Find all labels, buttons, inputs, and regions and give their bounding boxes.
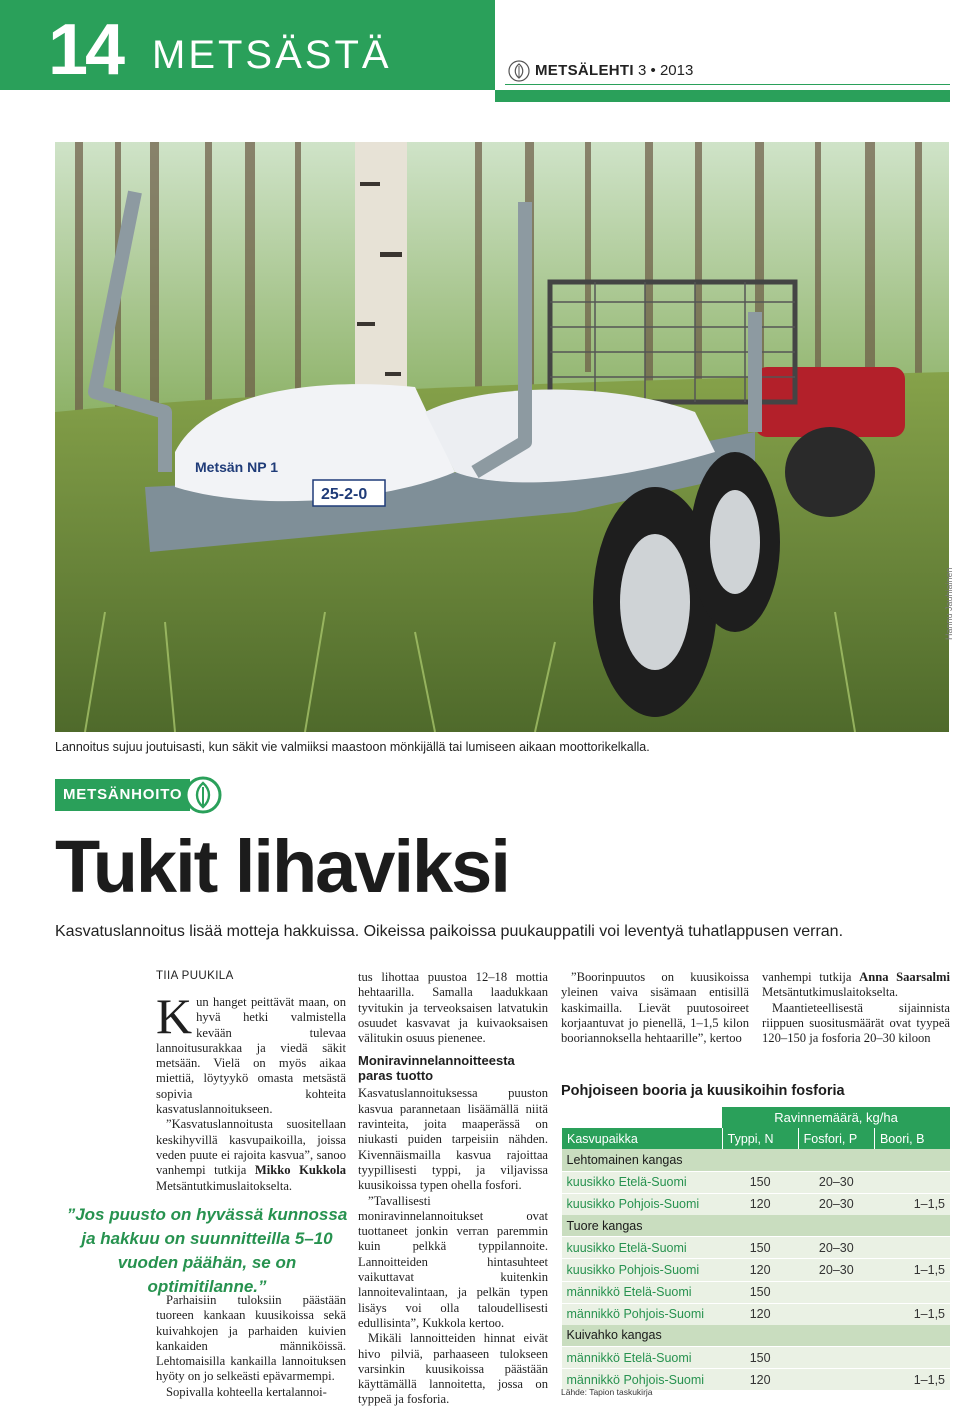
bag-code: 25-2-0	[321, 486, 368, 503]
paragraph-11: Maantieteellisestä sijainnista riippuen suositusmäärät ovat tyypeä 120–150 ja fosforia 20–30 kiloon	[762, 1000, 950, 1046]
paragraph-6: Kasvatuslannoituksessa puuston kasvua parannetaan lisäämällä niitä ravinteita, joita maaperässä on niukasti puiden tarpeisiin nähden. Kivennäismailla kasvua rajoittaa tyypillisesti typpi, ja viljavissa kuusikoissa typen ohella fosfori.	[358, 1086, 548, 1193]
table-cell-value	[798, 1347, 874, 1369]
body-column-1-lower	[156, 1293, 346, 1400]
paragraph-3: Parhaisiin tuloksiin päästään tuoreen kankaan kuusikoissa sekä kuivahkojen ja parhaiden kuivien kankaiden männiköissä. Lehtomaisilla kankailla lannoituksen hyöty on jo selkeästi epävarmempi.	[156, 1293, 346, 1384]
table-title: Pohjoiseen booria ja kuusikoihin fosforia	[561, 1083, 845, 1099]
paragraph-2-end: Metsäntutkimuslaitokselta.	[156, 1178, 293, 1193]
section-title: METSÄSTÄ	[152, 33, 392, 77]
table-cell-value: 150	[722, 1281, 798, 1303]
body-column-1	[156, 988, 347, 1194]
table-cell-value: 1–1,5	[874, 1303, 950, 1325]
table-cell-place: männikkö Pohjois-Suomi	[562, 1369, 723, 1391]
paragraph-8: Mikäli lannoitteiden hinnat eivät hivo pilviä, parhaaseen tulokseen varsinkin kuusikoissa päästään käyttämällä lannoitetta, jossa on typpeä ja fosforia.	[358, 1331, 548, 1407]
table-cell-value: 120	[722, 1369, 798, 1391]
table-row	[562, 1193, 951, 1215]
table-cell-place: kuusikko Etelä-Suomi	[562, 1171, 723, 1193]
table-cell-place: kuusikko Pohjois-Suomi	[562, 1259, 723, 1281]
issue-number: 3 • 2013	[638, 62, 694, 79]
section-tag: METSÄNHOITO	[55, 779, 190, 811]
table-cell-value: 150	[722, 1237, 798, 1259]
paragraph-2: ”Kasvatuslannoitusta suositellaan keskihyvillä kasvupaikoilla, joissa veden puute ei rajoita kasvua”, sanoo vanhempi tutkija	[156, 1117, 346, 1178]
lead-paragraph: Kasvatuslannoitus lisää motteja hakkuissa. Oikeissa paikoissa puukauppatili voi leventyä tuhatlappusen verran.	[55, 923, 844, 940]
paragraph-4: Sopivalla kohteella kertalannoi-	[166, 1384, 327, 1399]
body-column-3	[561, 970, 749, 1046]
header-thin-rule	[505, 84, 950, 85]
fertilizer-table	[561, 1107, 950, 1390]
table-cell-place: kuusikko Pohjois-Suomi	[562, 1193, 723, 1215]
publication-info	[535, 62, 693, 80]
table-group-header-row	[562, 1107, 951, 1128]
paragraph-10-start: vanhempi tutkija	[762, 970, 860, 984]
subheading: Moniravinnelannoitteesta paras tuotto	[358, 1053, 515, 1084]
table-cell-value: 1–1,5	[874, 1259, 950, 1281]
body-column-2	[358, 970, 548, 1408]
paragraph-7: ”Tavallisesti moniravinnelannoitukset ovat tuottaneet jonkin verran paremmin kuin pelkkä typpilannoite. Lannoitteiden hintasuhteet vaikuttavat kuitenkin lannoitevalintaan, ja pelkän typen lisäys voi olla taloudellisesti edullisinta”, Kukkola kertoo.	[358, 1193, 548, 1330]
table-cell-value: 150	[722, 1347, 798, 1369]
table-row	[562, 1303, 951, 1325]
table-row	[562, 1259, 951, 1281]
table-group-header: Ravinnemäärä, kg/ha	[722, 1107, 950, 1128]
column-header: Kasvupaikka	[562, 1128, 723, 1149]
table-cell-place: männikkö Etelä-Suomi	[562, 1347, 723, 1369]
paragraph-5: tus lihottaa puustoa 12–18 mottia hehtaarilla. Samalla laadukkaan tyvitukin ja terveoksaisen latvatukin osuudet kasvavat ja kuivaoksaisen välitukin osuus pienenee.	[358, 970, 548, 1046]
table-group-label: Kuivahko kangas	[562, 1325, 951, 1347]
table-cell-value: 20–30	[798, 1171, 874, 1193]
table-row	[562, 1281, 951, 1303]
table-cell-value	[798, 1281, 874, 1303]
drop-cap: K	[156, 988, 193, 1044]
page-number: 14	[48, 10, 123, 90]
table-cell-value	[798, 1369, 874, 1391]
table-group-row	[562, 1325, 951, 1347]
table-cell-value: 120	[722, 1193, 798, 1215]
table-cell-value: 120	[722, 1259, 798, 1281]
table-group-label: Lehtomainen kangas	[562, 1149, 951, 1171]
table-row	[562, 1171, 951, 1193]
table-cell-value: 20–30	[798, 1259, 874, 1281]
body-column-4	[762, 970, 950, 1046]
pull-quote: ”Jos puusto on hyvässä kunnossa ja hakkuu on suunnitteilla 5–10 vuoden päähän, se on optimitilanne.”	[66, 1205, 348, 1296]
leaf-badge-icon	[184, 776, 222, 814]
photo-caption: Lannoitus sujuu joutuisasti, kun säkit vie valmiiksi maastoon mönkijällä tai lumiseen aikaan moottorikelkalla.	[55, 740, 650, 754]
leaf-icon	[508, 60, 530, 82]
publication-name: METSÄLEHTI	[535, 62, 634, 79]
paragraph-1: un hanget peittävät maan, on hyvä hetki valmistella kevään tulevaa lannoitusurakkaa ja viedä säkit metsään. Vielä on myös aikaa miettiä, löytyykö omasta metsästä sopivia kohteita kasvatuslannoitukseen.	[156, 995, 346, 1117]
table-source: Lähde: Tapion taskukirja	[561, 1387, 653, 1397]
table-row	[562, 1237, 951, 1259]
table-cell-value	[874, 1237, 950, 1259]
table-group-label: Tuore kangas	[562, 1215, 951, 1237]
table-cell-value: 1–1,5	[874, 1369, 950, 1391]
table-cell-value: 1–1,5	[874, 1193, 950, 1215]
table-cell-value	[874, 1347, 950, 1369]
table-cell-place: männikkö Etelä-Suomi	[562, 1281, 723, 1303]
expert-name-2: Anna Saarsalmi	[859, 970, 950, 984]
table-group-row	[562, 1215, 951, 1237]
table-cell-value: 20–30	[798, 1237, 874, 1259]
table-cell-value: 120	[722, 1303, 798, 1325]
table-cell-value	[798, 1303, 874, 1325]
table-cell-value	[874, 1171, 950, 1193]
header-rule	[495, 90, 950, 102]
column-header: Typpi, N	[722, 1128, 798, 1149]
paragraph-9: ”Boorinpuutos on kuusikoissa yleinen vaiva sisämaan entisillä kaskimailla. Lievät puutosoireet korjaantuvat jo pienellä, 1–1,5 kilon booriannoksella hehtaarille”, kertoo	[561, 970, 749, 1046]
table-cell-value: 150	[722, 1171, 798, 1193]
table-group-row	[562, 1149, 951, 1171]
column-header: Fosfori, P	[798, 1128, 874, 1149]
table-row	[562, 1347, 951, 1369]
photo-credit: Hannu Jauhiainen	[944, 567, 954, 640]
forest-trailer-illustration	[55, 142, 949, 732]
expert-name-1: Mikko Kukkola	[254, 1163, 347, 1178]
headline: Tukit lihaviksi	[55, 825, 509, 908]
article-photo	[55, 142, 949, 732]
table-header-row	[562, 1128, 951, 1149]
table-cell-place: männikkö Pohjois-Suomi	[562, 1303, 723, 1325]
table-cell-value: 20–30	[798, 1193, 874, 1215]
table-cell-place: kuusikko Etelä-Suomi	[562, 1237, 723, 1259]
bag-label: Metsän NP 1	[195, 459, 278, 475]
column-header: Boori, B	[874, 1128, 950, 1149]
byline: TIIA PUUKILA	[156, 970, 234, 982]
paragraph-10-end: Metsäntutkimuslaitokselta.	[762, 985, 899, 1000]
table-body	[562, 1149, 951, 1390]
table-cell-value	[874, 1281, 950, 1303]
